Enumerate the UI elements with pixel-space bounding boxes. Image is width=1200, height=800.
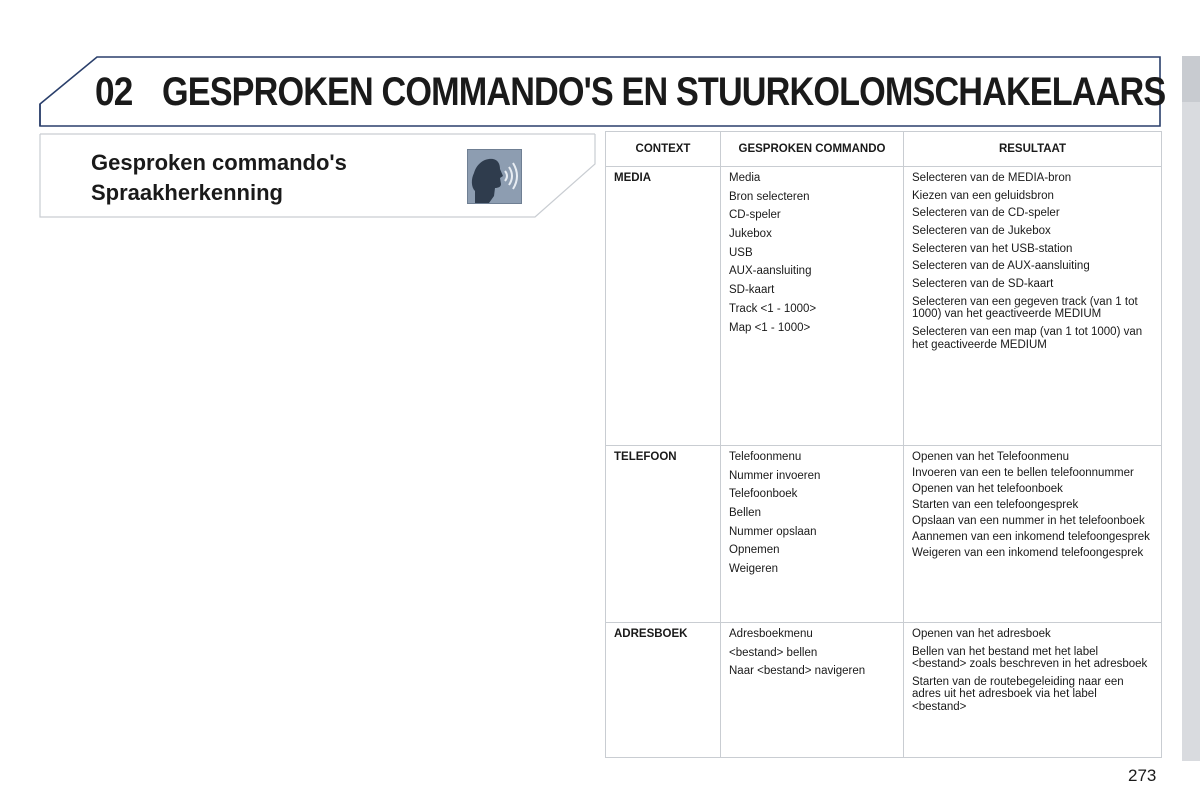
- command-item: Nummer opslaan: [729, 525, 817, 538]
- result-item: Selecteren van de CD-speler: [912, 207, 1060, 220]
- table-row-media: [606, 167, 1162, 446]
- section-title: [91, 148, 347, 208]
- command-item: Bron selecteren: [729, 190, 810, 203]
- page-edge-tab-marker: [1182, 56, 1200, 102]
- command-item: Opnemen: [729, 544, 780, 557]
- result-item: Weigeren van een inkomend telefoongesprek: [912, 547, 1144, 559]
- section-title-line2: Spraakherkenning: [91, 180, 283, 205]
- result-item: Openen van het adresboek: [912, 628, 1051, 640]
- command-item: Track <1 - 1000>: [729, 302, 817, 315]
- chapter-title: GESPROKEN COMMANDO'S EN STUURKOLOMSCHAKELAARS: [162, 70, 1166, 114]
- command-item: <bestand> bellen: [729, 646, 818, 659]
- command-cell: [721, 167, 904, 446]
- result-cell: [904, 167, 1162, 446]
- result-item: Openen van het Telefoonmenu: [912, 451, 1070, 463]
- table-row-adresboek: [606, 623, 1162, 758]
- command-item: Naar <bestand> navigeren: [729, 665, 866, 678]
- column-header-context: CONTEXT: [606, 132, 721, 167]
- command-item: Bellen: [729, 507, 761, 520]
- column-header-result: RESULTAAT: [904, 132, 1162, 167]
- command-item: Media: [729, 172, 761, 184]
- command-item: Nummer invoeren: [729, 469, 821, 482]
- command-item: AUX-aansluiting: [729, 265, 812, 278]
- page-number: 273: [1128, 766, 1157, 785]
- result-item: Selecteren van de AUX-aansluiting: [912, 260, 1090, 273]
- table-row-telefoon: [606, 446, 1162, 623]
- result-item: Selecteren van de Jukebox: [912, 225, 1051, 238]
- column-header-command: GESPROKEN COMMANDO: [721, 132, 904, 167]
- chapter-header: [0, 0, 1200, 130]
- page-edge-tab: [1182, 56, 1200, 761]
- command-item: Map <1 - 1000>: [729, 321, 811, 334]
- result-cell: [904, 446, 1162, 623]
- result-item: Selecteren van een map (van 1 tot 1000) van het geactiveerde MEDIUM: [912, 326, 1143, 351]
- result-item: Starten van de routebegeleiding naar een adres uit het adresboek via het label <bestand>: [912, 675, 1124, 713]
- result-item: Aannemen van een inkomend telefoongesprek: [912, 531, 1150, 543]
- result-item: Invoeren van een te bellen telefoonnummer: [912, 467, 1134, 479]
- result-cell: [904, 623, 1162, 758]
- result-item: Selecteren van het USB-station: [912, 242, 1073, 255]
- command-item: SD-kaart: [729, 284, 775, 297]
- result-item: Bellen van het bestand met het label <bestand> zoals beschreven in het adresboek: [912, 645, 1148, 671]
- command-item: Jukebox: [729, 228, 772, 241]
- context-cell: ADRESBOEK: [606, 623, 721, 758]
- result-item: Selecteren van een gegeven track (van 1 tot 1000) van het geactiveerde MEDIUM: [912, 295, 1138, 321]
- command-item: Weigeren: [729, 563, 779, 576]
- command-cell: [721, 623, 904, 758]
- voice-command-table: [605, 131, 1162, 758]
- voice-command-icon: [467, 149, 522, 204]
- command-item: Telefoonboek: [729, 488, 798, 501]
- result-item: Starten van een telefoongesprek: [912, 499, 1079, 511]
- command-item: USB: [729, 246, 753, 259]
- context-cell: TELEFOON: [606, 446, 721, 623]
- command-item: Telefoonmenu: [729, 451, 802, 463]
- result-item: Selecteren van de MEDIA-bron: [912, 172, 1072, 184]
- command-cell: [721, 446, 904, 623]
- chapter-number: 02: [95, 70, 133, 114]
- section-title-line1: Gesproken commando's: [91, 150, 347, 175]
- context-cell: MEDIA: [606, 167, 721, 446]
- result-item: Openen van het telefoonboek: [912, 483, 1063, 495]
- command-item: CD-speler: [729, 209, 781, 222]
- command-item: Adresboekmenu: [729, 628, 813, 640]
- result-item: Kiezen van een geluidsbron: [912, 189, 1054, 202]
- table-header-row: [606, 132, 1162, 167]
- result-item: Selecteren van de SD-kaart: [912, 278, 1054, 291]
- result-item: Opslaan van een nummer in het telefoonboek: [912, 515, 1145, 527]
